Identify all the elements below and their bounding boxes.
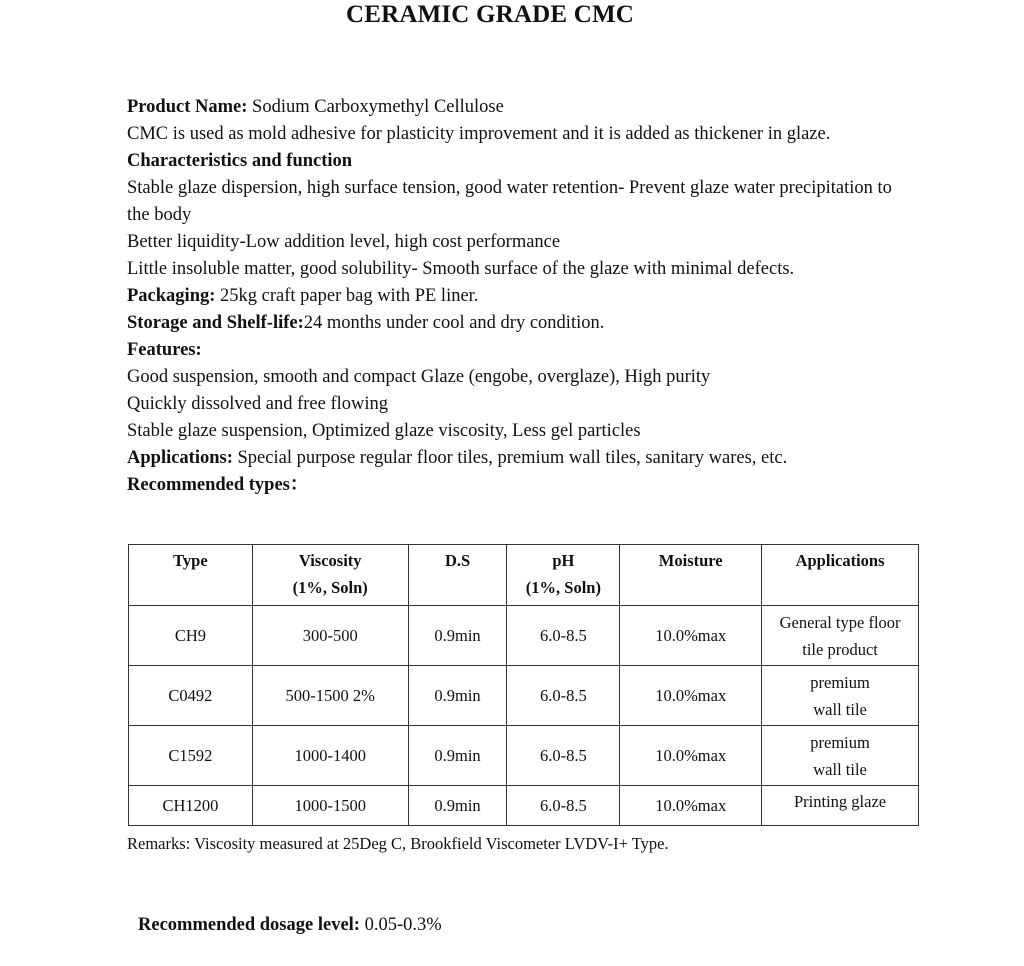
- storage-value: 24 months under cool and dry condition.: [303, 313, 605, 333]
- packaging-line: [127, 283, 899, 310]
- cell-type: C0492: [129, 666, 253, 726]
- packaging-label: Packaging:: [127, 286, 216, 306]
- cell-ds: 0.9min: [408, 726, 507, 786]
- cell-moisture: 10.0%max: [620, 786, 762, 826]
- storage-line: [127, 310, 899, 337]
- header-type: Type: [129, 545, 253, 606]
- dosage-line: [138, 912, 442, 938]
- cell-viscosity: 300-500: [252, 606, 408, 666]
- product-name-line: [127, 94, 899, 121]
- table-row: [129, 786, 919, 826]
- header-moisture: Moisture: [620, 545, 762, 606]
- header-ds: D.S: [408, 545, 507, 606]
- table-header-row: [129, 545, 919, 606]
- characteristic-line: Stable glaze dispersion, high surface tension, good water retention- Prevent glaze water precipitation to the body: [127, 178, 892, 225]
- table-row: [129, 666, 919, 726]
- cell-moisture: 10.0%max: [620, 726, 762, 786]
- characteristic-line: Better liquidity-Low addition level, high cost performance: [127, 232, 561, 252]
- cell-ds: 0.9min: [408, 786, 507, 826]
- features-heading: Features:: [127, 340, 202, 360]
- feature-line: Quickly dissolved and free flowing: [127, 394, 388, 414]
- characteristics-heading: Characteristics and function: [127, 151, 353, 171]
- cell-viscosity: 1000-1400: [252, 726, 408, 786]
- applications-value: Special purpose regular floor tiles, premium wall tiles, sanitary wares, etc.: [232, 448, 788, 468]
- header-applications: Applications: [762, 545, 919, 606]
- product-name-value: Sodium Carboxymethyl Cellulose: [247, 97, 504, 117]
- characteristic-line: Little insoluble matter, good solubility- Smooth surface of the glaze with minimal defects.: [127, 259, 795, 279]
- document-body: [127, 94, 899, 499]
- applications-line: [127, 445, 899, 472]
- cell-applications: premium wall tile: [762, 666, 919, 726]
- cell-type: CH9: [129, 606, 253, 666]
- cell-ph: 6.0-8.5: [507, 666, 620, 726]
- cell-ph: 6.0-8.5: [507, 786, 620, 826]
- intro-text: CMC is used as mold adhesive for plasticity improvement and it is added as thickener in glaze.: [127, 124, 831, 144]
- applications-label: Applications:: [127, 448, 233, 468]
- document-title: CERAMIC GRADE CMC: [345, 1, 635, 28]
- dosage-label: Recommended dosage level:: [138, 915, 360, 935]
- table-row: [129, 726, 919, 786]
- cell-ds: 0.9min: [408, 666, 507, 726]
- cell-moisture: 10.0%max: [620, 666, 762, 726]
- table-row: [129, 606, 919, 666]
- header-ph: pH (1%, Soln): [507, 545, 620, 606]
- remarks-note: Remarks: Viscosity measured at 25Deg C, Brookfield Viscometer LVDV-I+ Type.: [127, 834, 669, 853]
- cell-ph: 6.0-8.5: [507, 726, 620, 786]
- cell-ds: 0.9min: [408, 606, 507, 666]
- cell-applications: premium wall tile: [762, 726, 919, 786]
- dosage-value: 0.05-0.3%: [359, 915, 442, 935]
- storage-label: Storage and Shelf-life:: [127, 313, 304, 333]
- recommended-types-heading: Recommended types：: [127, 475, 309, 495]
- feature-line: Good suspension, smooth and compact Glaze (engobe, overglaze), High purity: [127, 367, 711, 387]
- packaging-value: 25kg craft paper bag with PE liner.: [215, 286, 479, 306]
- header-viscosity: Viscosity (1%, Soln): [252, 545, 408, 606]
- feature-line: Stable glaze suspension, Optimized glaze viscosity, Less gel particles: [127, 421, 641, 441]
- cell-moisture: 10.0%max: [620, 606, 762, 666]
- cell-viscosity: 500-1500 2%: [252, 666, 408, 726]
- recommended-types-table: [128, 544, 919, 826]
- product-name-label: Product Name:: [127, 97, 248, 117]
- cell-applications: Printing glaze: [762, 786, 919, 826]
- cell-ph: 6.0-8.5: [507, 606, 620, 666]
- cell-type: CH1200: [129, 786, 253, 826]
- cell-viscosity: 1000-1500: [252, 786, 408, 826]
- cell-type: C1592: [129, 726, 253, 786]
- cell-applications: General type floor tile product: [762, 606, 919, 666]
